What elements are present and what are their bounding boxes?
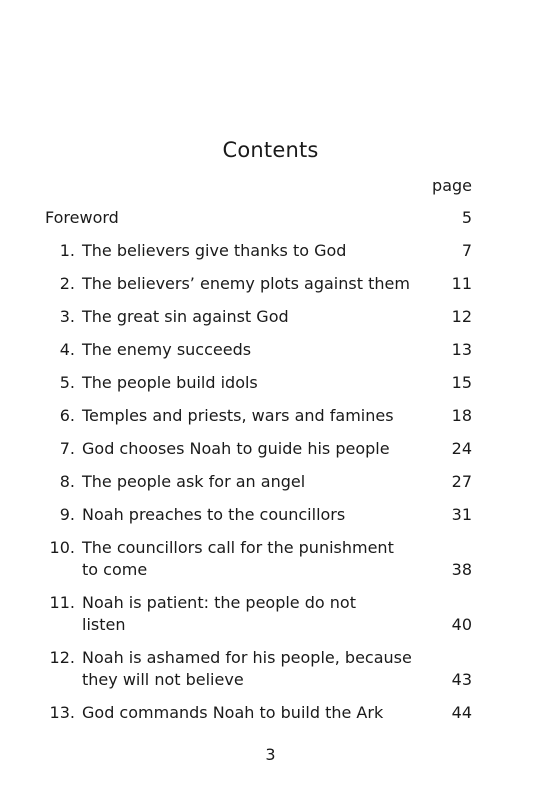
toc-entry-title: Temples and priests, wars and famines [82, 406, 394, 425]
toc-entry-number: 5. [59, 373, 75, 392]
toc-entry-title: Noah preaches to the councillors [82, 505, 346, 524]
toc-entry-page: 40 [451, 615, 472, 634]
toc-entry-title: The believers’ enemy plots against them [82, 274, 410, 293]
page-column-header: page [432, 176, 472, 195]
page-number: 3 [265, 745, 276, 764]
toc-entry-page: 27 [451, 472, 472, 491]
toc-entry-title: The people ask for an angel [82, 472, 306, 491]
toc-entry-title-line-1: Noah is patient: the people do not [82, 593, 356, 612]
toc-foreword-page: 5 [461, 208, 472, 227]
toc-entry-page: 44 [451, 703, 472, 722]
toc-entry-title-line-2: to come [82, 560, 148, 579]
toc-entry-title: God commands Noah to build the Ark [82, 703, 384, 722]
page-title: Contents [222, 138, 319, 162]
toc-entry-title: The people build idols [82, 373, 258, 392]
toc-entry-number: 11. [49, 593, 75, 612]
toc-entry-title: The great sin against God [82, 307, 289, 326]
toc-entry-page: 15 [451, 373, 472, 392]
toc-entry-page: 12 [451, 307, 472, 326]
toc-entry-page: 13 [451, 340, 472, 359]
toc-entry-title-line-2: listen [82, 615, 126, 634]
toc-entry-page: 43 [451, 670, 472, 689]
toc-entry-number: 1. [59, 241, 75, 260]
toc-entry-title: The enemy succeeds [82, 340, 252, 359]
toc-foreword-label: Foreword [45, 208, 119, 227]
toc-entry-number: 12. [49, 648, 75, 667]
toc-entry-page: 31 [451, 505, 472, 524]
toc-entry-number: 4. [59, 340, 75, 359]
toc-entry-number: 6. [59, 406, 75, 425]
toc-entry-number: 7. [59, 439, 75, 458]
toc-entry-number: 8. [59, 472, 75, 491]
toc-entry-number: 10. [49, 538, 75, 557]
toc-entry-title: The believers give thanks to God [82, 241, 347, 260]
toc-entry-page: 11 [451, 274, 472, 293]
toc-entry-title-line-2: they will not believe [82, 670, 244, 689]
toc-entry-title-line-1: The councillors call for the punishment [82, 538, 394, 557]
toc-entry-number: 2. [59, 274, 75, 293]
toc-entry-number: 9. [59, 505, 75, 524]
toc-entry-page: 7 [461, 241, 472, 260]
toc-entry-title: God chooses Noah to guide his people [82, 439, 390, 458]
toc-entry-page: 18 [451, 406, 472, 425]
toc-entry-number: 13. [49, 703, 75, 722]
toc-entry-title-line-1: Noah is ashamed for his people, because [82, 648, 412, 667]
toc-entry-number: 3. [59, 307, 75, 326]
toc-entry-page: 24 [451, 439, 472, 458]
toc-entry-page: 38 [451, 560, 472, 579]
